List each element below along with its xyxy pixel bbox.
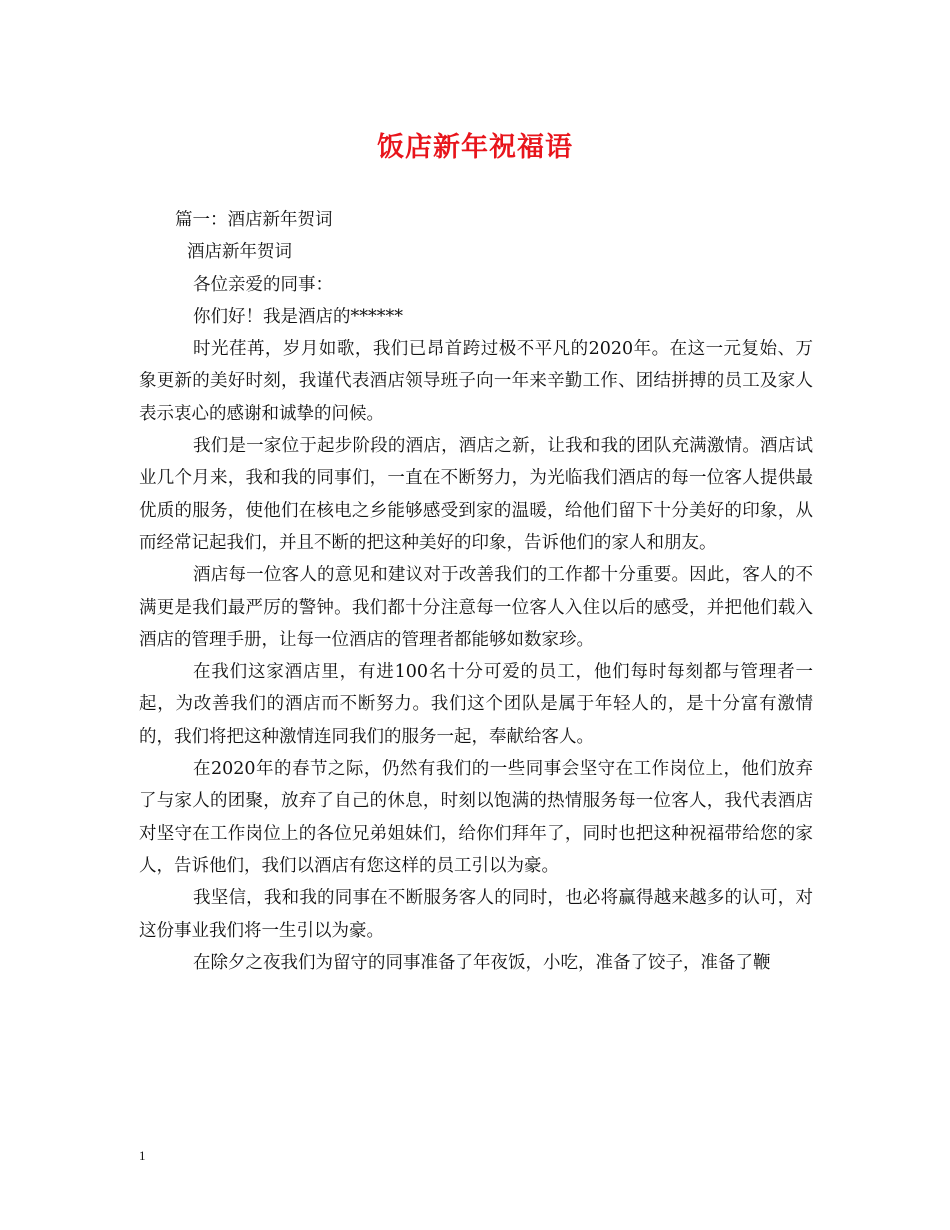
greeting-line: 各位亲爱的同事： bbox=[193, 274, 333, 295]
document-title: 饭店新年祝福语 bbox=[377, 132, 573, 163]
intro-line: 你们好！我是酒店的****** bbox=[193, 306, 403, 327]
paragraph-6: 我坚信，我和我的同事在不断服务客人的同时，也必将赢得越来越多的认可，对这份事业我们将一生引以为豪。 bbox=[139, 888, 813, 941]
paragraph-1: 时光荏苒，岁月如歌，我们已昂首跨过极不平凡的2020年。在这一元复始、万象更新的美好时刻，我谨代表酒店领导班子向一年来辛勤工作、团结拼搏的员工及家人表示衷心的感谢和诚挚的问候。 bbox=[139, 339, 813, 424]
paragraph-4: 在我们这家酒店里，有进100名十分可爱的员工，他们每时每刻都与管理者一起，为改善我们的酒店而不断努力。我们这个团队是属于年轻人的，是十分富有激情的，我们将把这种激情连同我们的服务一起，奉献给客人。 bbox=[139, 662, 813, 747]
paragraph-3: 酒店每一位客人的意见和建议对于改善我们的工作都十分重要。因此，客人的不满更是我们最严厉的警钟。我们都十分注意每一位客人入住以后的感受，并把他们载入酒店的管理手册，让每一位酒店的管理者都能够如数家珍。 bbox=[139, 565, 813, 650]
paragraph-2: 我们是一家位于起步阶段的酒店，酒店之新，让我和我的团队充满激情。酒店试业几个月来，我和我的同事们，一直在不断努力，为光临我们酒店的每一位客人提供最优质的服务，使他们在核电之乡能够感受到家的温暖，给他们留下十分美好的印象，从而经常记起我们，并且不断的把这种美好的印象，告诉他们的家人和朋友。 bbox=[139, 436, 813, 553]
document-body bbox=[139, 204, 813, 979]
paragraph-7: 在除夕之夜我们为留守的同事准备了年夜饭，小吃，准备了饺子，准备了鞭 bbox=[193, 952, 771, 973]
section-heading: 篇一：酒店新年贺词 bbox=[175, 210, 333, 230]
paragraph-5: 在2020年的春节之际，仍然有我们的一些同事会坚守在工作岗位上，他们放弃了与家人的团聚，放弃了自己的休息，时刻以饱满的热情服务每一位客人，我代表酒店对坚守在工作岗位上的各位兄弟姐妹们，给你们拜年了，同时也把这种祝福带给您的家人，告诉他们，我们以酒店有您这样的员工引以为豪。 bbox=[139, 759, 813, 876]
page-number: 1 bbox=[139, 1148, 146, 1163]
sub-heading: 酒店新年贺词 bbox=[187, 242, 292, 263]
